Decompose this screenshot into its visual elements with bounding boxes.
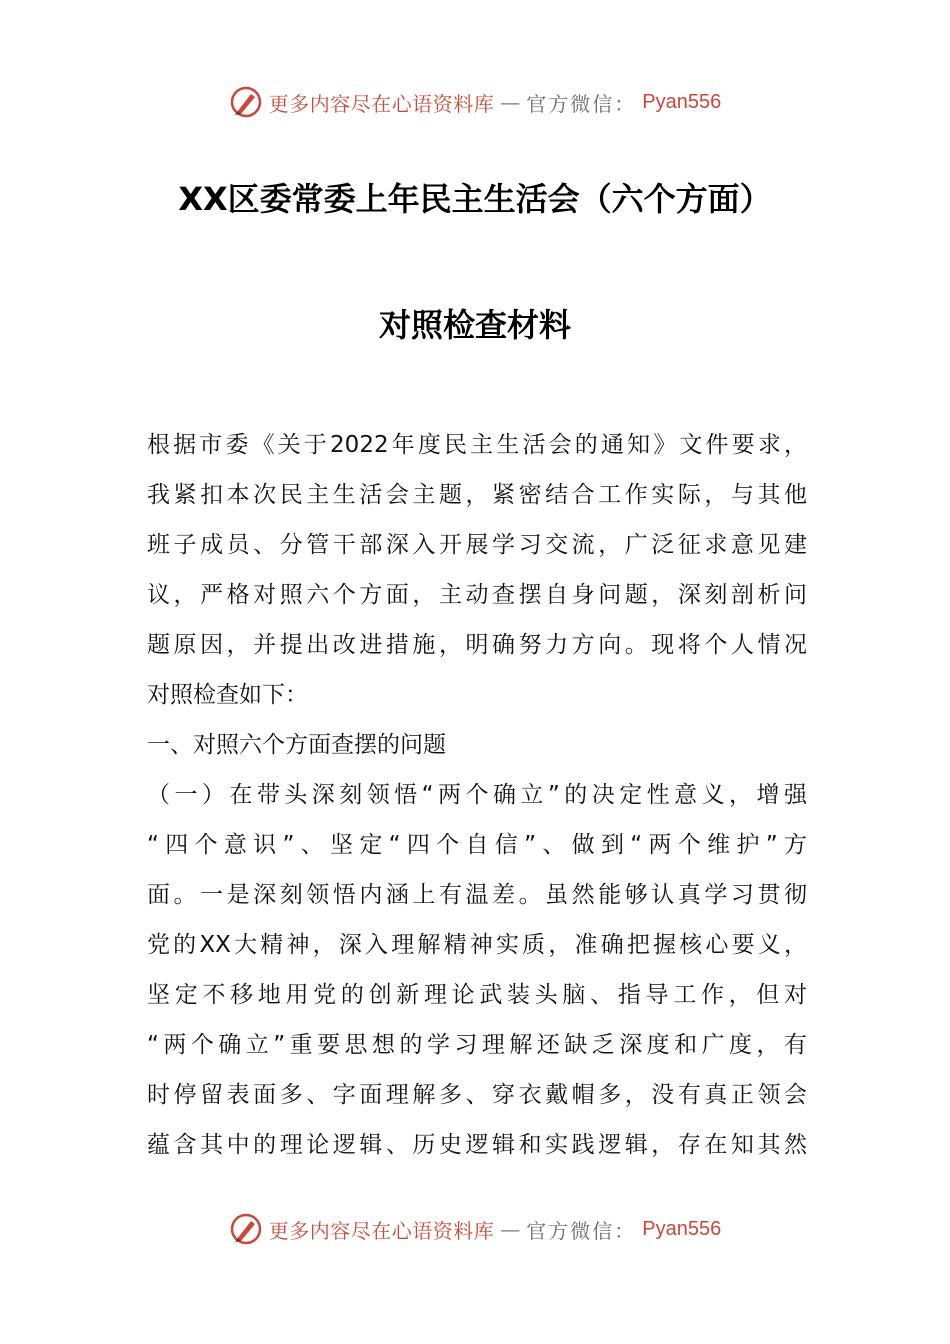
watermark-separator: — <box>500 1217 521 1241</box>
pen-circle-logo-icon <box>229 85 263 119</box>
document-subtitle: 对照检查材料 <box>378 306 571 344</box>
pen-circle-logo-icon <box>229 1212 263 1246</box>
document-body <box>147 420 807 1170</box>
watermark-text: 更多内容尽在心语资料库 <box>268 91 495 116</box>
watermark-text: 更多内容尽在心语资料库 <box>268 1218 495 1243</box>
body-line: 蕴含其中的理论逻辑、历史逻辑和实践逻辑，存在知其然 <box>147 1132 807 1158</box>
body-line: 时停留表面多、字面理解多、穿衣戴帽多，没有真正领会 <box>147 1082 807 1108</box>
watermark-footer <box>0 1209 950 1249</box>
body-line: “两个确立”重要思想的学习理解还缺乏深度和广度，有 <box>147 1032 807 1058</box>
watermark-contact-label: 官方微信： <box>526 91 637 116</box>
body-line: 题原因，并提出改进措施，明确努力方向。现将个人情况 <box>147 632 807 658</box>
body-line: 对照检查如下： <box>147 682 308 708</box>
body-line: 面。一是深刻领悟内涵上有温差。虽然能够认真学习贯彻 <box>147 882 807 908</box>
body-line: 党的XX大精神，深入理解精神实质，准确把握核心要义， <box>147 932 807 958</box>
body-line: “四个意识”、坚定“四个自信”、做到“两个维护”方 <box>147 832 807 858</box>
watermark-contact-label: 官方微信： <box>526 1218 637 1243</box>
body-line: 我紧扣本次民主生活会主题，紧密结合工作实际，与其他 <box>147 482 807 508</box>
watermark-handle: Pyan556 <box>642 90 722 113</box>
body-line: 议，严格对照六个方面，主动查摆自身问题，深刻剖析问 <box>147 582 807 608</box>
body-line: 坚定不移地用党的创新理论武装头脑、指导工作，但对 <box>147 982 807 1008</box>
body-line: 根据市委《关于2022年度民主生活会的通知》文件要求， <box>147 432 807 458</box>
body-line: 班子成员、分管干部深入开展学习交流，广泛征求意见建 <box>147 532 807 558</box>
watermark-header <box>0 82 950 122</box>
watermark-handle: Pyan556 <box>642 1217 722 1240</box>
body-line: （一）在带头深刻领悟“两个确立”的决定性意义，增强 <box>147 782 807 808</box>
watermark-separator: — <box>500 90 521 114</box>
section-heading: 一、对照六个方面查摆的问题 <box>147 732 446 758</box>
document-title: XX区委常委上年民主生活会（六个方面） <box>178 180 772 218</box>
